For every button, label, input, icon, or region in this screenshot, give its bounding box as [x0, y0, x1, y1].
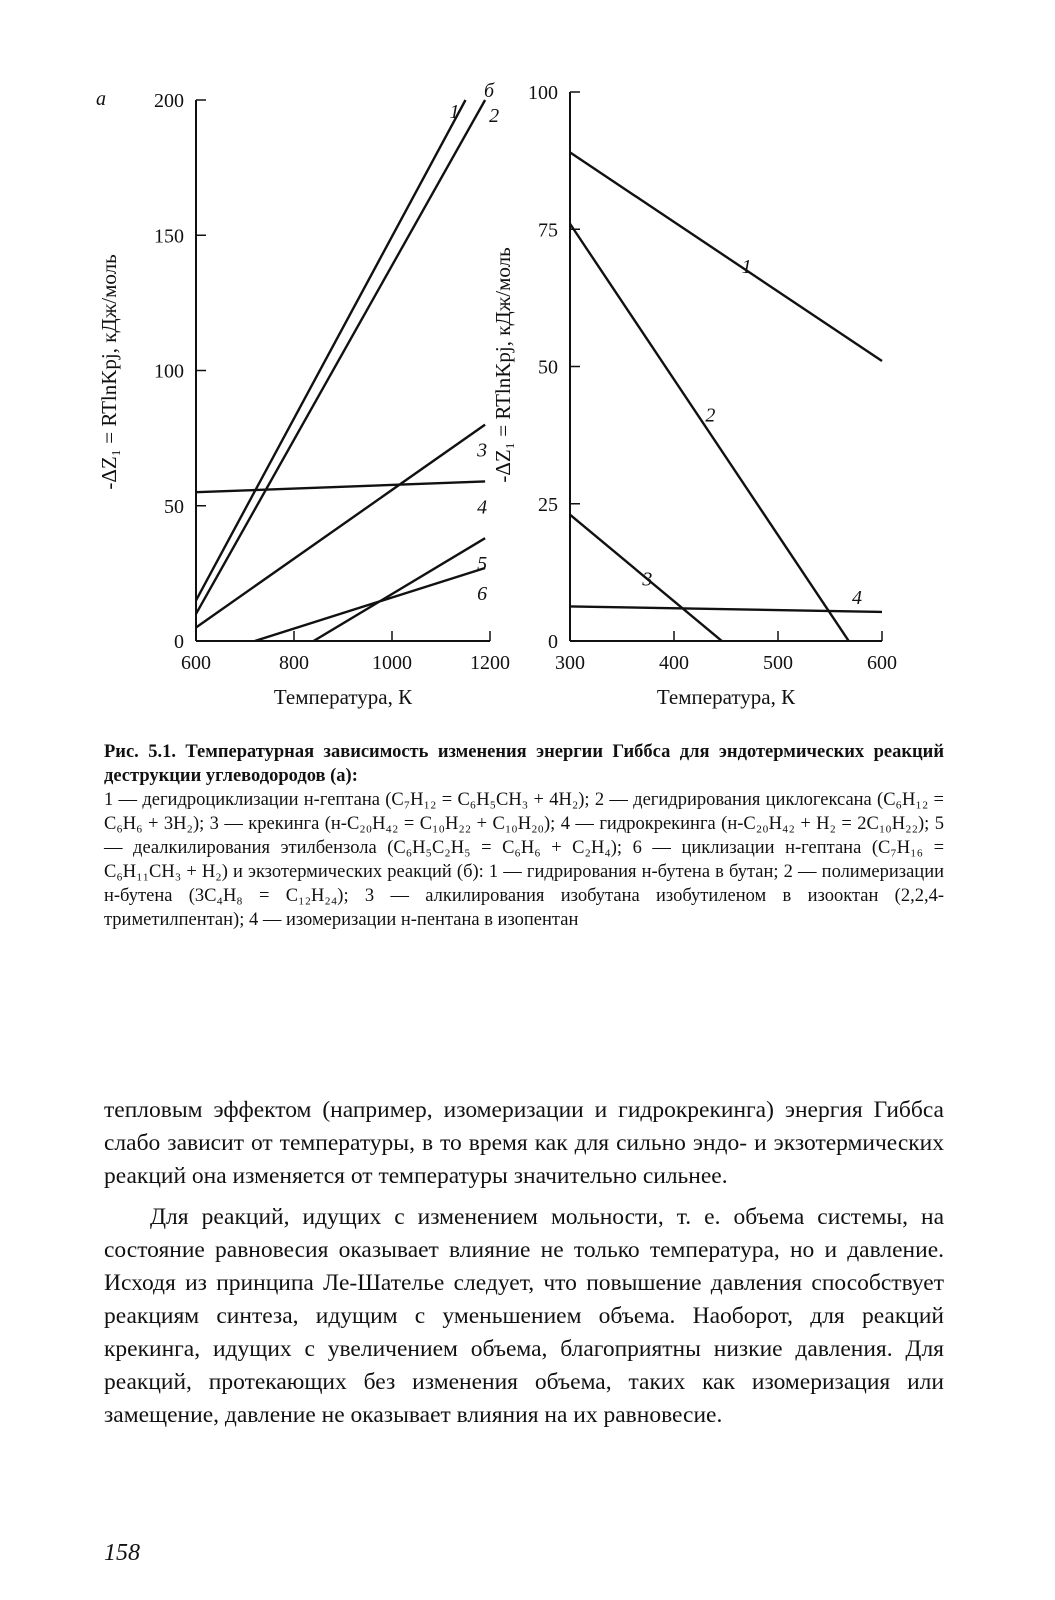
- x-tick-label: 800: [279, 652, 309, 674]
- x-tick-label: 1200: [470, 652, 510, 674]
- x-tick-label: 1000: [372, 652, 412, 674]
- y-axis-label: -ΔZ₁ = RTlnKpj, кДж/моль: [97, 254, 121, 490]
- series-line-4: [196, 481, 485, 492]
- series-line-1: [570, 152, 882, 361]
- x-tick-label: 600: [867, 652, 897, 674]
- x-axis-label: Температура, К: [656, 685, 796, 709]
- series-line-5: [314, 538, 486, 641]
- y-tick-label: 0: [174, 631, 184, 653]
- y-tick-label: 100: [528, 82, 558, 104]
- series-label-2: 2: [489, 105, 500, 127]
- figure-5-1: [0, 0, 1055, 740]
- y-tick-label: 200: [154, 90, 184, 112]
- panel-label: б: [484, 80, 495, 102]
- x-axis-label: Температура, К: [273, 685, 413, 709]
- y-tick-label: 25: [538, 493, 558, 516]
- series-label-1: 1: [741, 256, 752, 279]
- y-tick-label: 50: [538, 356, 558, 379]
- y-tick-label: 150: [154, 225, 184, 248]
- panel-label: а: [96, 88, 106, 110]
- y-axis-label: -ΔZ₁ = RTlnKpj, кДж/моль: [491, 247, 515, 483]
- body-text: [104, 1094, 944, 1432]
- series-label-5: 5: [477, 553, 488, 576]
- series-line-6: [255, 568, 488, 641]
- caption-title: Рис. 5.1. Температурная зависимость изменения энергии Гиббса для эндотермических реакций деструкции углеводородов (а):: [104, 742, 944, 786]
- x-tick-label: 600: [181, 652, 211, 674]
- series-line-3: [196, 425, 488, 628]
- x-tick-label: 300: [555, 652, 585, 674]
- y-tick-label: 75: [538, 219, 558, 242]
- series-label-4: 4: [852, 586, 862, 609]
- page-number: 158: [104, 1540, 140, 1566]
- paragraph-2: Для реакций, идущих с изменением мольности, т. е. объема системы, на состояние равновесия оказывает влияние не только температура, но и давление. Исходя из принципа Ле-Шателье следует, что повышение давления способствует реакциям синтеза, идущим с уменьшением объема. Наоборот, для реакций крекинга, идущих с увеличением объема, благоприятны низкие давления. Для реакций, протекающих без изменения объема, таких как изомеризация или замещение, давление не оказывает влияния на их равновесие.: [104, 1204, 944, 1428]
- y-tick-label: 100: [154, 360, 184, 383]
- series-line-2: [570, 224, 849, 641]
- paragraph-1: тепловым эффектом (например, изомеризации и гидрокрекинга) энергия Гиббса слабо зависит от температуры, в то время как для сильно эндо- и экзотермических реакций она изменяется от температуры значительно сильнее.: [104, 1097, 944, 1189]
- y-tick-label: 0: [548, 631, 558, 653]
- figure-caption: [104, 740, 944, 932]
- x-tick-label: 500: [763, 652, 793, 674]
- series-line-4: [570, 606, 882, 611]
- x-tick-label: 400: [659, 652, 689, 674]
- series-label-6: 6: [477, 582, 488, 605]
- series-label-3: 3: [477, 439, 488, 462]
- series-label-2: 2: [705, 404, 716, 427]
- caption-legend: 1 — дегидроциклизации н-гептана (C₇H₁₂ = C₆H₅CH₃ + 4H₂); 2 — дегидрирования циклогексана (C₆H₁₂ = C₆H₆ + 3H₂); 3 — крекинга (н-C₂₀H₄₂ = C₁₀H₂₂ + C₁₀H₂₀); 4 — гидрокрекинга (н-C₂₀H₄₂ + H₂ = 2C₁₀H₂₂); 5 — деалкилирования этилбензола (C₆H₅C₂H₅ = C₆H₆ + C₂H₄); 6 — циклизации н-гептана (C₇H₁₆ = C₆H₁₁CH₃ + H₂) и экзотермических реакций (б): 1 — гидрирования н-бутена в бутан; 2 — полимеризации н-бутена (3C₄H₈ = C₁₂H₂₄); 3 — алкилирования изобутана изобутиленом в изооктан (2,2,4-триметилпентан); 4 — изомеризации н-пентана в изопентан: [104, 790, 944, 930]
- series-line-2: [196, 100, 488, 614]
- series-line-1: [196, 100, 466, 600]
- series-label-3: 3: [642, 568, 653, 591]
- y-tick-label: 50: [164, 495, 184, 518]
- series-label-4: 4: [477, 496, 488, 519]
- series-label-1: 1: [449, 101, 460, 123]
